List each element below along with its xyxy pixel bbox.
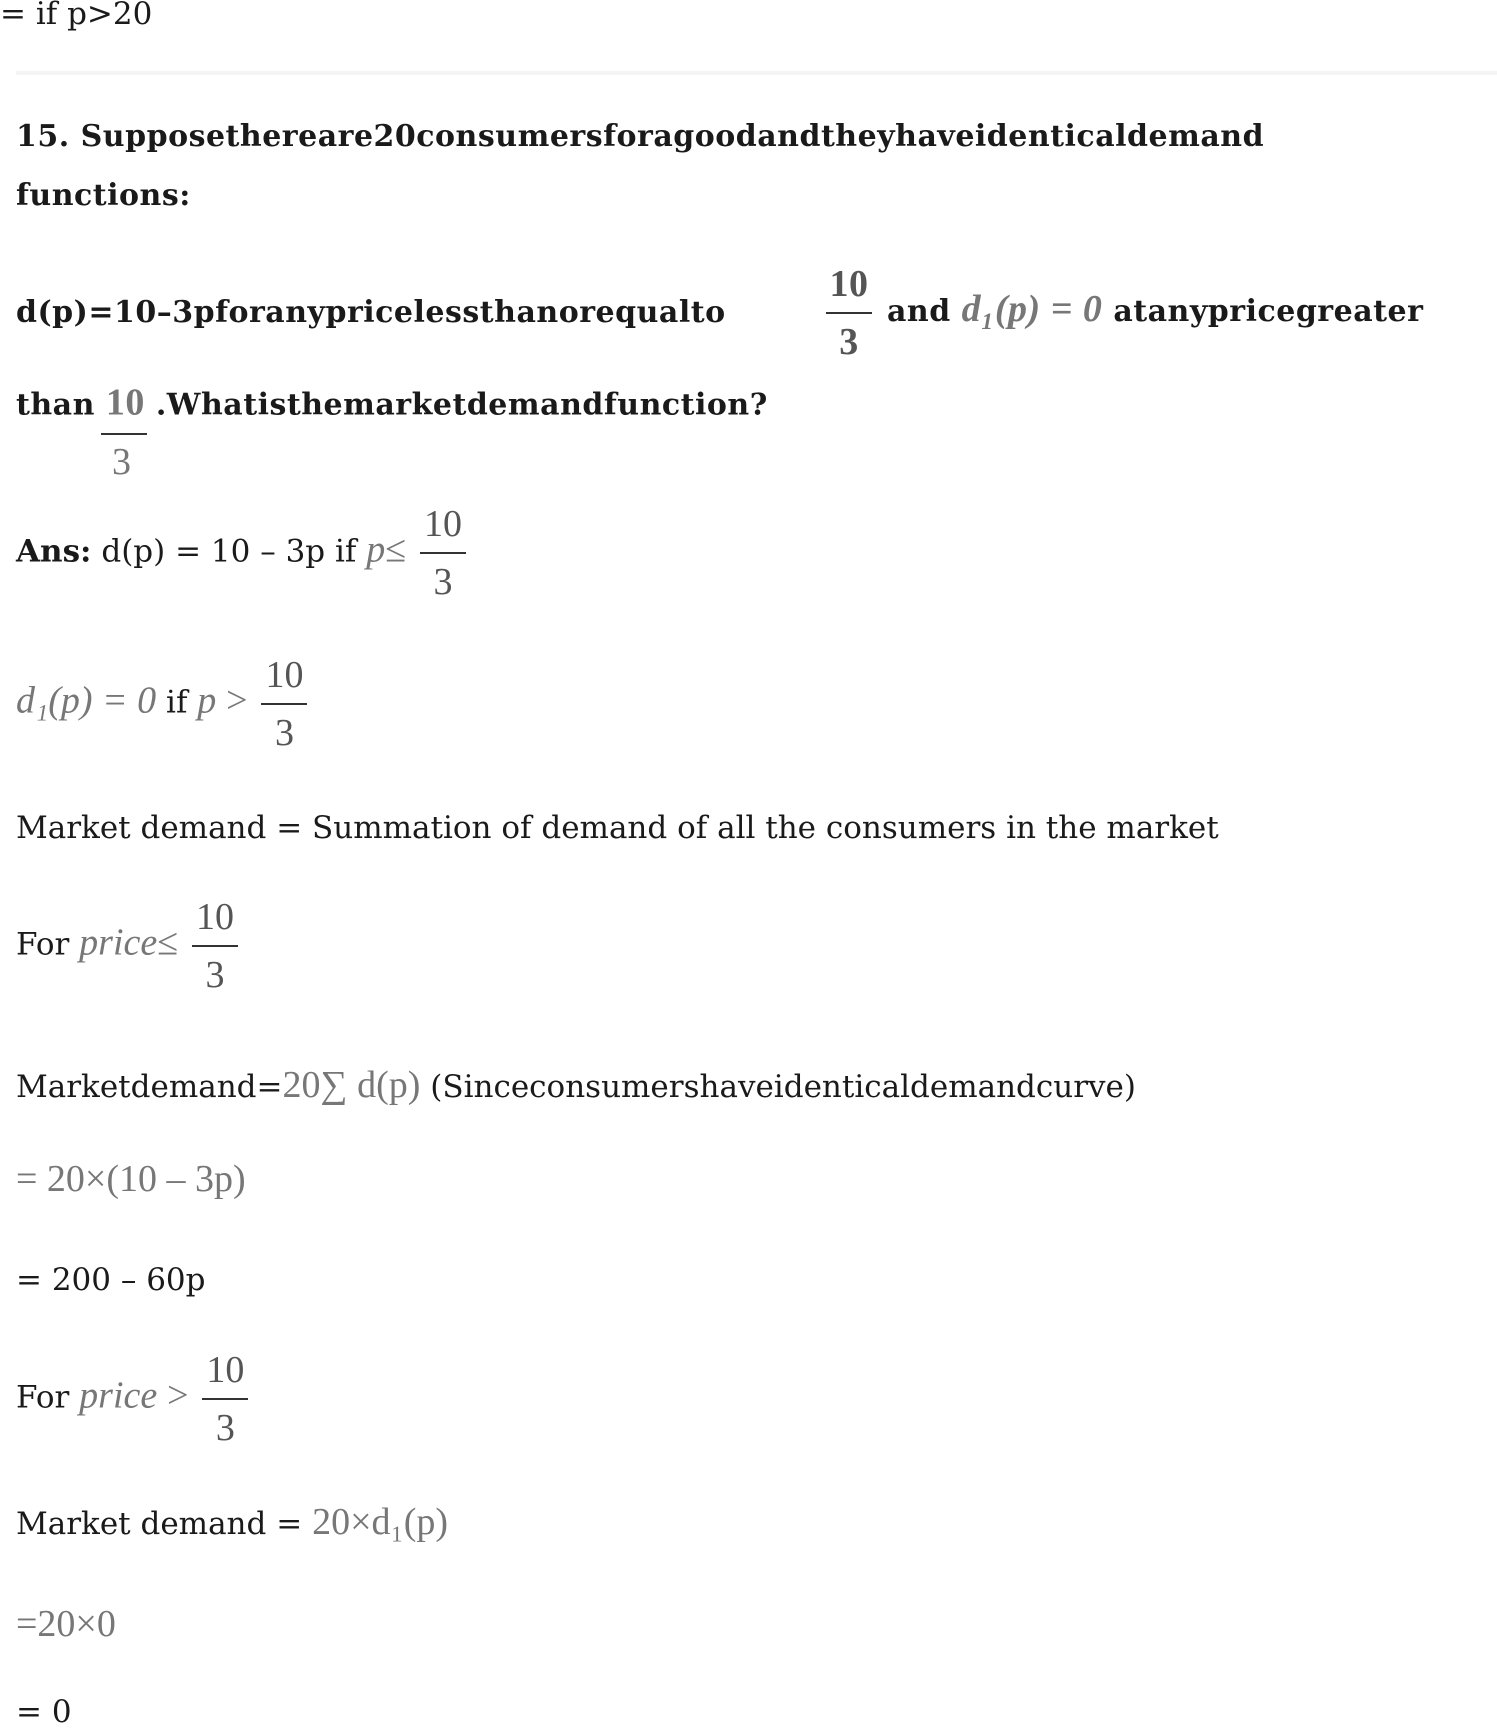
- fraction-10-3: $\frac{10}{3}$: [826, 262, 872, 364]
- result-200-60p: = 200 – 60p: [16, 1262, 206, 1298]
- question-line-1: 15. Supposethereare20consumersforagoodandtheyhaveidenticaldemand: [16, 119, 1265, 154]
- case-price-gt: For price > $\frac{10}{3}$: [16, 1348, 252, 1450]
- answer-line-1: Ans: d(p) = 10 – 3p if p≤ $\frac{10}{3}$: [16, 502, 470, 604]
- question-line-2: functions:: [16, 178, 191, 213]
- answer-line-2: d₁(p) = 0 if p > $\frac{10}{3}$: [16, 653, 311, 755]
- expr-20x: = 20×(10 – 3p): [16, 1158, 246, 1200]
- market-demand-definition: Market demand = Summation of demand of all the consumers in the market: [16, 810, 1219, 846]
- expr-20x0: =20×0: [16, 1603, 116, 1645]
- case-price-le: For price≤ $\frac{10}{3}$: [16, 895, 242, 997]
- divider: [16, 71, 1497, 75]
- market-demand-sum: Marketdemand=20∑ d(p) (Sinceconsumershaveidenticaldemandcurve): [16, 1064, 1136, 1106]
- question-line-3a: d(p)=10–3pforanypricelessthanorequalto: [16, 295, 726, 330]
- market-demand-d1: Market demand = 20×d₁(p): [16, 1501, 449, 1543]
- result-zero: = 0: [16, 1694, 72, 1730]
- question-line-4: than 10 .Whatisthemarketdemandfunction?: [16, 381, 768, 424]
- fraction-denominator: 3: [112, 441, 131, 483]
- fraction-bar: [101, 433, 147, 435]
- question-line-3b: $\frac{10}{3}$ and d₁(p) = 0 atanypricegreater: [822, 262, 1423, 364]
- previous-answer-tail: = if p>20: [0, 0, 153, 32]
